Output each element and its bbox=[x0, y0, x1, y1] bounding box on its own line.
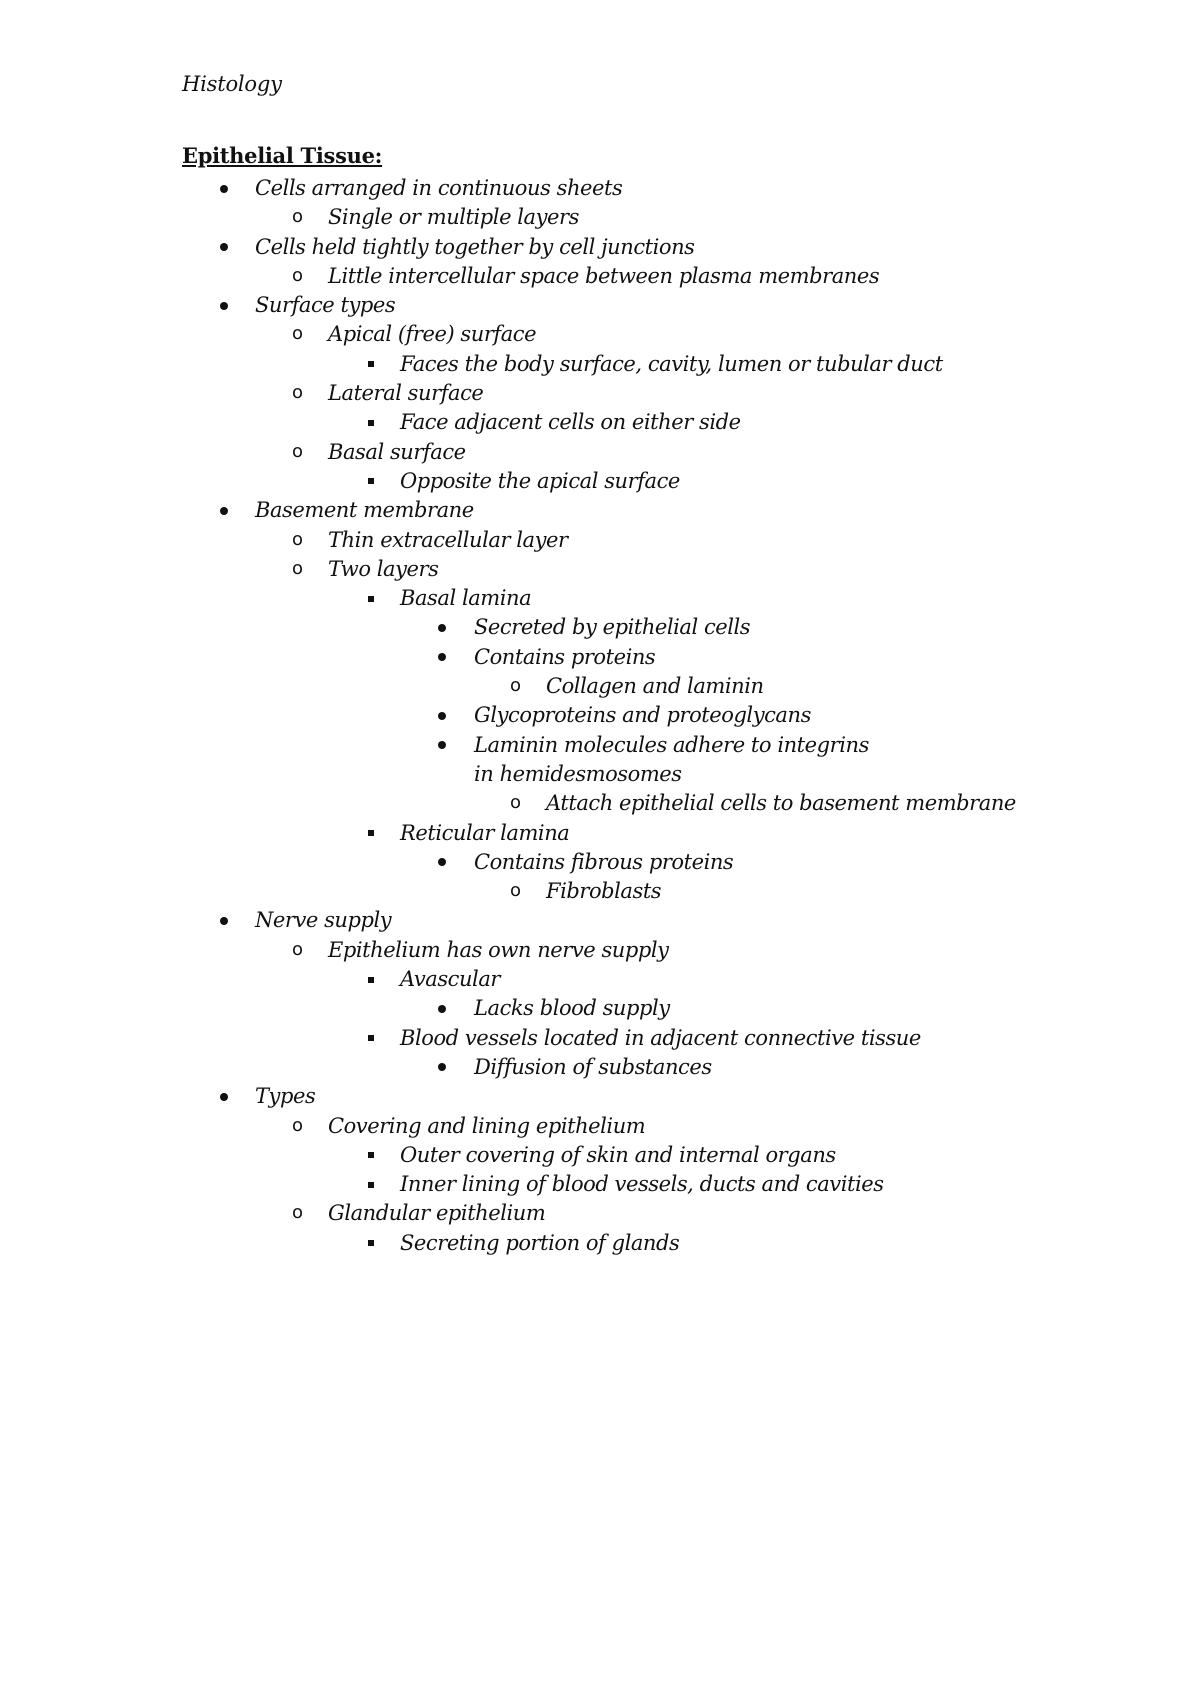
list-item-text: Cells arranged in continuous sheets bbox=[255, 176, 623, 200]
list-item bbox=[0, 789, 1200, 818]
list-item-text: Glandular epithelium bbox=[328, 1201, 546, 1226]
list-item-text: Thin extracellular layer bbox=[328, 527, 568, 552]
bullet-square-icon bbox=[368, 478, 374, 484]
list-item-text: Single or multiple layers bbox=[328, 205, 579, 230]
list-item bbox=[0, 320, 1200, 349]
list-item bbox=[0, 965, 1200, 994]
list-item-text: Apical (free) surface bbox=[328, 322, 537, 347]
bullet-circle-icon: o bbox=[292, 440, 303, 462]
list-item-text: Contains proteins bbox=[474, 644, 656, 669]
list-item bbox=[0, 496, 1200, 525]
list-item-text: Attach epithelial cells to basement membrane bbox=[546, 791, 1016, 816]
bullet-square-icon bbox=[368, 1240, 374, 1246]
list-item bbox=[0, 233, 1200, 262]
list-item bbox=[0, 1229, 1200, 1258]
list-item-text: Secreting portion of glands bbox=[400, 1230, 680, 1255]
list-item bbox=[0, 1199, 1200, 1228]
list-item bbox=[0, 1082, 1200, 1111]
list-item bbox=[0, 994, 1200, 1023]
list-item bbox=[0, 1141, 1200, 1170]
bullet-circle-icon: o bbox=[292, 938, 303, 960]
bullet-circle-icon: o bbox=[292, 528, 303, 550]
list-item-text: Cells held tightly together by cell junctions bbox=[255, 234, 695, 259]
list-item-text: Two layers bbox=[328, 556, 439, 581]
list-item bbox=[0, 731, 1200, 790]
list-item-text: Face adjacent cells on either side bbox=[400, 410, 741, 435]
list-item-text: Inner lining of blood vessels, ducts and cavities bbox=[400, 1172, 884, 1197]
list-item bbox=[0, 174, 1200, 203]
list-item bbox=[0, 438, 1200, 467]
bullet-square-icon bbox=[368, 977, 374, 983]
bullet-square-icon bbox=[368, 830, 374, 836]
list-item bbox=[0, 1112, 1200, 1141]
bullet-square-icon bbox=[368, 420, 374, 426]
bullet-circle-icon: o bbox=[292, 557, 303, 579]
list-item-text: Contains fibrous proteins bbox=[474, 849, 734, 874]
list-item-text: Outer covering of skin and internal organs bbox=[400, 1142, 836, 1167]
list-item-text: Fibroblasts bbox=[546, 879, 662, 904]
list-item bbox=[0, 672, 1200, 701]
bullet-square-icon bbox=[368, 596, 374, 602]
list-item-text: Diffusion of substances bbox=[474, 1054, 712, 1079]
bullet-circle-icon: o bbox=[292, 382, 303, 404]
bullet-circle-icon: o bbox=[292, 1114, 303, 1136]
bullet-square-icon bbox=[368, 1182, 374, 1188]
bullet-circle-icon: o bbox=[292, 206, 303, 228]
list-item bbox=[0, 262, 1200, 291]
list-item bbox=[0, 819, 1200, 848]
list-item bbox=[0, 584, 1200, 613]
list-item-text: Lacks blood supply bbox=[474, 996, 670, 1021]
list-item-text: Lateral surface bbox=[328, 381, 484, 406]
list-item bbox=[0, 555, 1200, 584]
list-item bbox=[0, 936, 1200, 965]
bullet-dot-icon bbox=[438, 1063, 446, 1071]
list-item bbox=[0, 350, 1200, 379]
list-item bbox=[0, 877, 1200, 906]
list-item-text: Opposite the apical surface bbox=[400, 468, 680, 493]
list-item-text: Nerve supply bbox=[255, 908, 392, 933]
bullet-dot-icon bbox=[438, 653, 446, 661]
list-item bbox=[0, 1053, 1200, 1082]
list-item-text: Secreted by epithelial cells bbox=[474, 615, 751, 640]
bullet-dot-icon bbox=[220, 1093, 228, 1101]
list-item bbox=[0, 467, 1200, 496]
list-item-text: Basal lamina bbox=[400, 586, 532, 611]
bullet-dot-icon bbox=[220, 302, 228, 310]
list-item-text: Avascular bbox=[400, 967, 500, 992]
bullet-outline bbox=[0, 174, 1200, 1258]
list-item bbox=[0, 379, 1200, 408]
list-item-text: Faces the body surface, cavity, lumen or tubular duct bbox=[400, 351, 943, 376]
bullet-dot-icon bbox=[438, 624, 446, 632]
list-item bbox=[0, 203, 1200, 232]
list-item bbox=[0, 906, 1200, 935]
list-item-text: Blood vessels located in adjacent connective tissue bbox=[400, 1025, 921, 1050]
list-item-text: Collagen and laminin bbox=[546, 674, 764, 699]
section-heading: Epithelial Tissue: bbox=[182, 143, 383, 168]
bullet-circle-icon: o bbox=[510, 880, 521, 902]
bullet-circle-icon: o bbox=[292, 1202, 303, 1224]
list-item bbox=[0, 643, 1200, 672]
list-item-text: Laminin molecules adhere to integrins in hemidesmosomes bbox=[474, 732, 869, 786]
list-item-text: Covering and lining epithelium bbox=[328, 1113, 646, 1138]
list-item-text: Types bbox=[255, 1084, 316, 1109]
bullet-circle-icon: o bbox=[510, 675, 521, 697]
list-item bbox=[0, 701, 1200, 730]
list-item-text: Basal surface bbox=[328, 439, 466, 464]
bullet-circle-icon: o bbox=[510, 792, 521, 814]
bullet-dot-icon bbox=[438, 712, 446, 720]
list-item bbox=[0, 408, 1200, 437]
bullet-dot-icon bbox=[438, 741, 446, 749]
list-item-text: Little intercellular space between plasma membranes bbox=[328, 263, 880, 288]
bullet-dot-icon bbox=[438, 858, 446, 866]
list-item bbox=[0, 848, 1200, 877]
bullet-dot-icon bbox=[220, 243, 228, 251]
bullet-circle-icon: o bbox=[292, 264, 303, 286]
bullet-dot-icon bbox=[220, 917, 228, 925]
bullet-square-icon bbox=[368, 1152, 374, 1158]
list-item bbox=[0, 526, 1200, 555]
list-item-text: Surface types bbox=[255, 293, 396, 318]
bullet-dot-icon bbox=[438, 1005, 446, 1013]
list-item-text: Glycoproteins and proteoglycans bbox=[474, 703, 811, 728]
bullet-circle-icon: o bbox=[292, 323, 303, 345]
list-item bbox=[0, 1170, 1200, 1199]
list-item bbox=[0, 613, 1200, 642]
list-item bbox=[0, 1024, 1200, 1053]
bullet-square-icon bbox=[368, 361, 374, 367]
bullet-dot-icon bbox=[220, 185, 228, 193]
list-item-text: Epithelium has own nerve supply bbox=[328, 937, 669, 962]
list-item-text: Basement membrane bbox=[255, 498, 474, 523]
bullet-square-icon bbox=[368, 1035, 374, 1041]
document-header: Histology bbox=[182, 72, 282, 96]
bullet-dot-icon bbox=[220, 507, 228, 515]
list-item-text: Reticular lamina bbox=[400, 820, 570, 845]
list-item bbox=[0, 291, 1200, 320]
